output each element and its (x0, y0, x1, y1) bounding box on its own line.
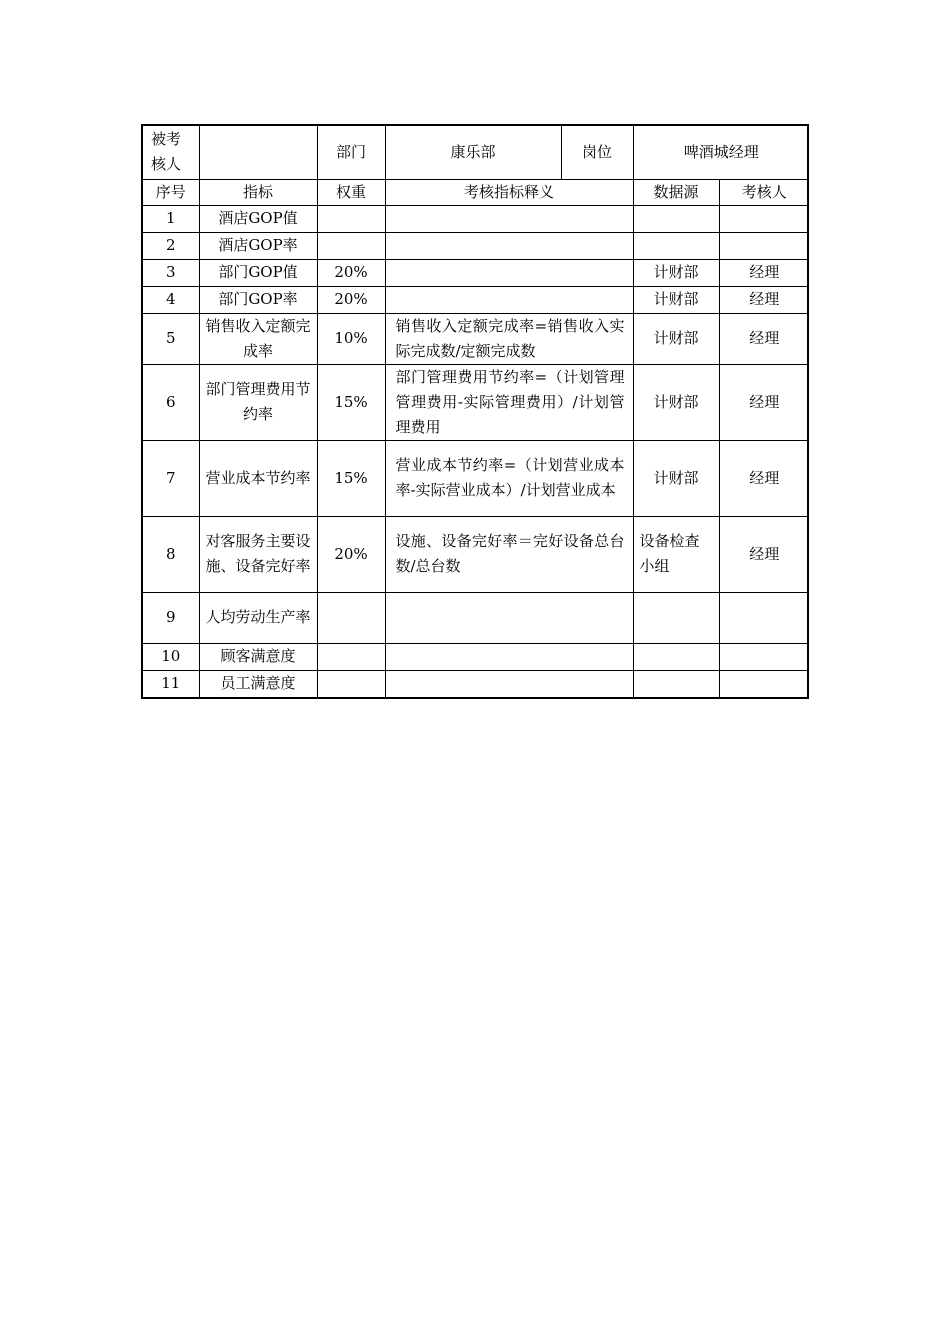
table-row (143, 259, 809, 286)
cell-assessor: 经理 (719, 313, 809, 364)
cell-source (633, 592, 719, 643)
cell-weight (317, 205, 385, 232)
cell-indicator: 部门GOP率 (199, 286, 317, 313)
cell-explanation (385, 286, 633, 313)
col-header-seq: 序号 (143, 179, 199, 205)
cell-assessor: 经理 (719, 516, 809, 592)
cell-source: 设备检查小组 (633, 516, 719, 592)
cell-explanation (385, 670, 633, 697)
cell-assessor: 经理 (719, 364, 809, 440)
cell-seq: 8 (143, 516, 199, 592)
cell-seq: 1 (143, 205, 199, 232)
col-header-indicator: 指标 (199, 179, 317, 205)
cell-assessor: 经理 (719, 440, 809, 516)
cell-source (633, 205, 719, 232)
cell-explanation: 部门管理费用节约率=（计划管理管理费用-实际管理费用）/计划管理费用 (385, 364, 633, 440)
cell-weight: 20% (317, 516, 385, 592)
cell-indicator: 营业成本节约率 (199, 440, 317, 516)
dept-value: 康乐部 (385, 126, 561, 179)
cell-source: 计财部 (633, 440, 719, 516)
cell-indicator: 酒店GOP值 (199, 205, 317, 232)
cell-weight: 20% (317, 286, 385, 313)
dept-label: 部门 (317, 126, 385, 179)
col-header-explanation: 考核指标释义 (385, 179, 633, 205)
cell-seq: 11 (143, 670, 199, 697)
cell-source (633, 232, 719, 259)
cell-weight: 20% (317, 259, 385, 286)
col-header-assessor: 考核人 (719, 179, 809, 205)
cell-seq: 9 (143, 592, 199, 643)
cell-seq: 3 (143, 259, 199, 286)
cell-indicator: 部门GOP值 (199, 259, 317, 286)
assessment-form (141, 124, 809, 699)
cell-weight (317, 232, 385, 259)
col-header-weight: 权重 (317, 179, 385, 205)
table-row (143, 440, 809, 516)
cell-assessor (719, 205, 809, 232)
table-row (143, 232, 809, 259)
cell-weight: 15% (317, 364, 385, 440)
cell-indicator: 顾客满意度 (199, 643, 317, 670)
table-row (143, 364, 809, 440)
cell-weight (317, 592, 385, 643)
cell-source: 计财部 (633, 286, 719, 313)
cell-source: 计财部 (633, 313, 719, 364)
cell-weight (317, 643, 385, 670)
cell-seq: 4 (143, 286, 199, 313)
table-row (143, 313, 809, 364)
table-row (143, 205, 809, 232)
header-row (143, 179, 809, 205)
cell-indicator: 人均劳动生产率 (199, 592, 317, 643)
examinee-value (199, 126, 317, 179)
table-row (143, 643, 809, 670)
examinee-label: 被考核人 (143, 126, 199, 179)
cell-source: 计财部 (633, 259, 719, 286)
cell-explanation (385, 592, 633, 643)
table-row (143, 670, 809, 697)
cell-assessor: 经理 (719, 286, 809, 313)
cell-source (633, 670, 719, 697)
cell-weight (317, 670, 385, 697)
cell-weight: 10% (317, 313, 385, 364)
cell-source: 计财部 (633, 364, 719, 440)
position-value: 啤酒城经理 (633, 126, 809, 179)
cell-assessor: 经理 (719, 259, 809, 286)
cell-seq: 2 (143, 232, 199, 259)
cell-indicator: 员工满意度 (199, 670, 317, 697)
cell-source (633, 643, 719, 670)
table-row (143, 286, 809, 313)
cell-explanation: 营业成本节约率=（计划营业成本率-实际营业成本）/计划营业成本 (385, 440, 633, 516)
col-header-source: 数据源 (633, 179, 719, 205)
info-row (143, 126, 809, 179)
cell-seq: 6 (143, 364, 199, 440)
cell-explanation: 销售收入定额完成率=销售收入实际完成数/定额完成数 (385, 313, 633, 364)
cell-explanation (385, 259, 633, 286)
cell-assessor (719, 592, 809, 643)
cell-indicator: 销售收入定额完成率 (199, 313, 317, 364)
cell-explanation: 设施、设备完好率＝完好设备总台数/总台数 (385, 516, 633, 592)
cell-weight: 15% (317, 440, 385, 516)
cell-explanation (385, 643, 633, 670)
cell-indicator: 对客服务主要设施、设备完好率 (199, 516, 317, 592)
cell-assessor (719, 670, 809, 697)
position-label: 岗位 (561, 126, 633, 179)
table-row (143, 516, 809, 592)
kpi-table (143, 126, 809, 697)
cell-assessor (719, 232, 809, 259)
cell-indicator: 部门管理费用节约率 (199, 364, 317, 440)
cell-seq: 5 (143, 313, 199, 364)
table-row (143, 592, 809, 643)
cell-explanation (385, 205, 633, 232)
cell-assessor (719, 643, 809, 670)
cell-indicator: 酒店GOP率 (199, 232, 317, 259)
cell-explanation (385, 232, 633, 259)
cell-seq: 10 (143, 643, 199, 670)
cell-seq: 7 (143, 440, 199, 516)
